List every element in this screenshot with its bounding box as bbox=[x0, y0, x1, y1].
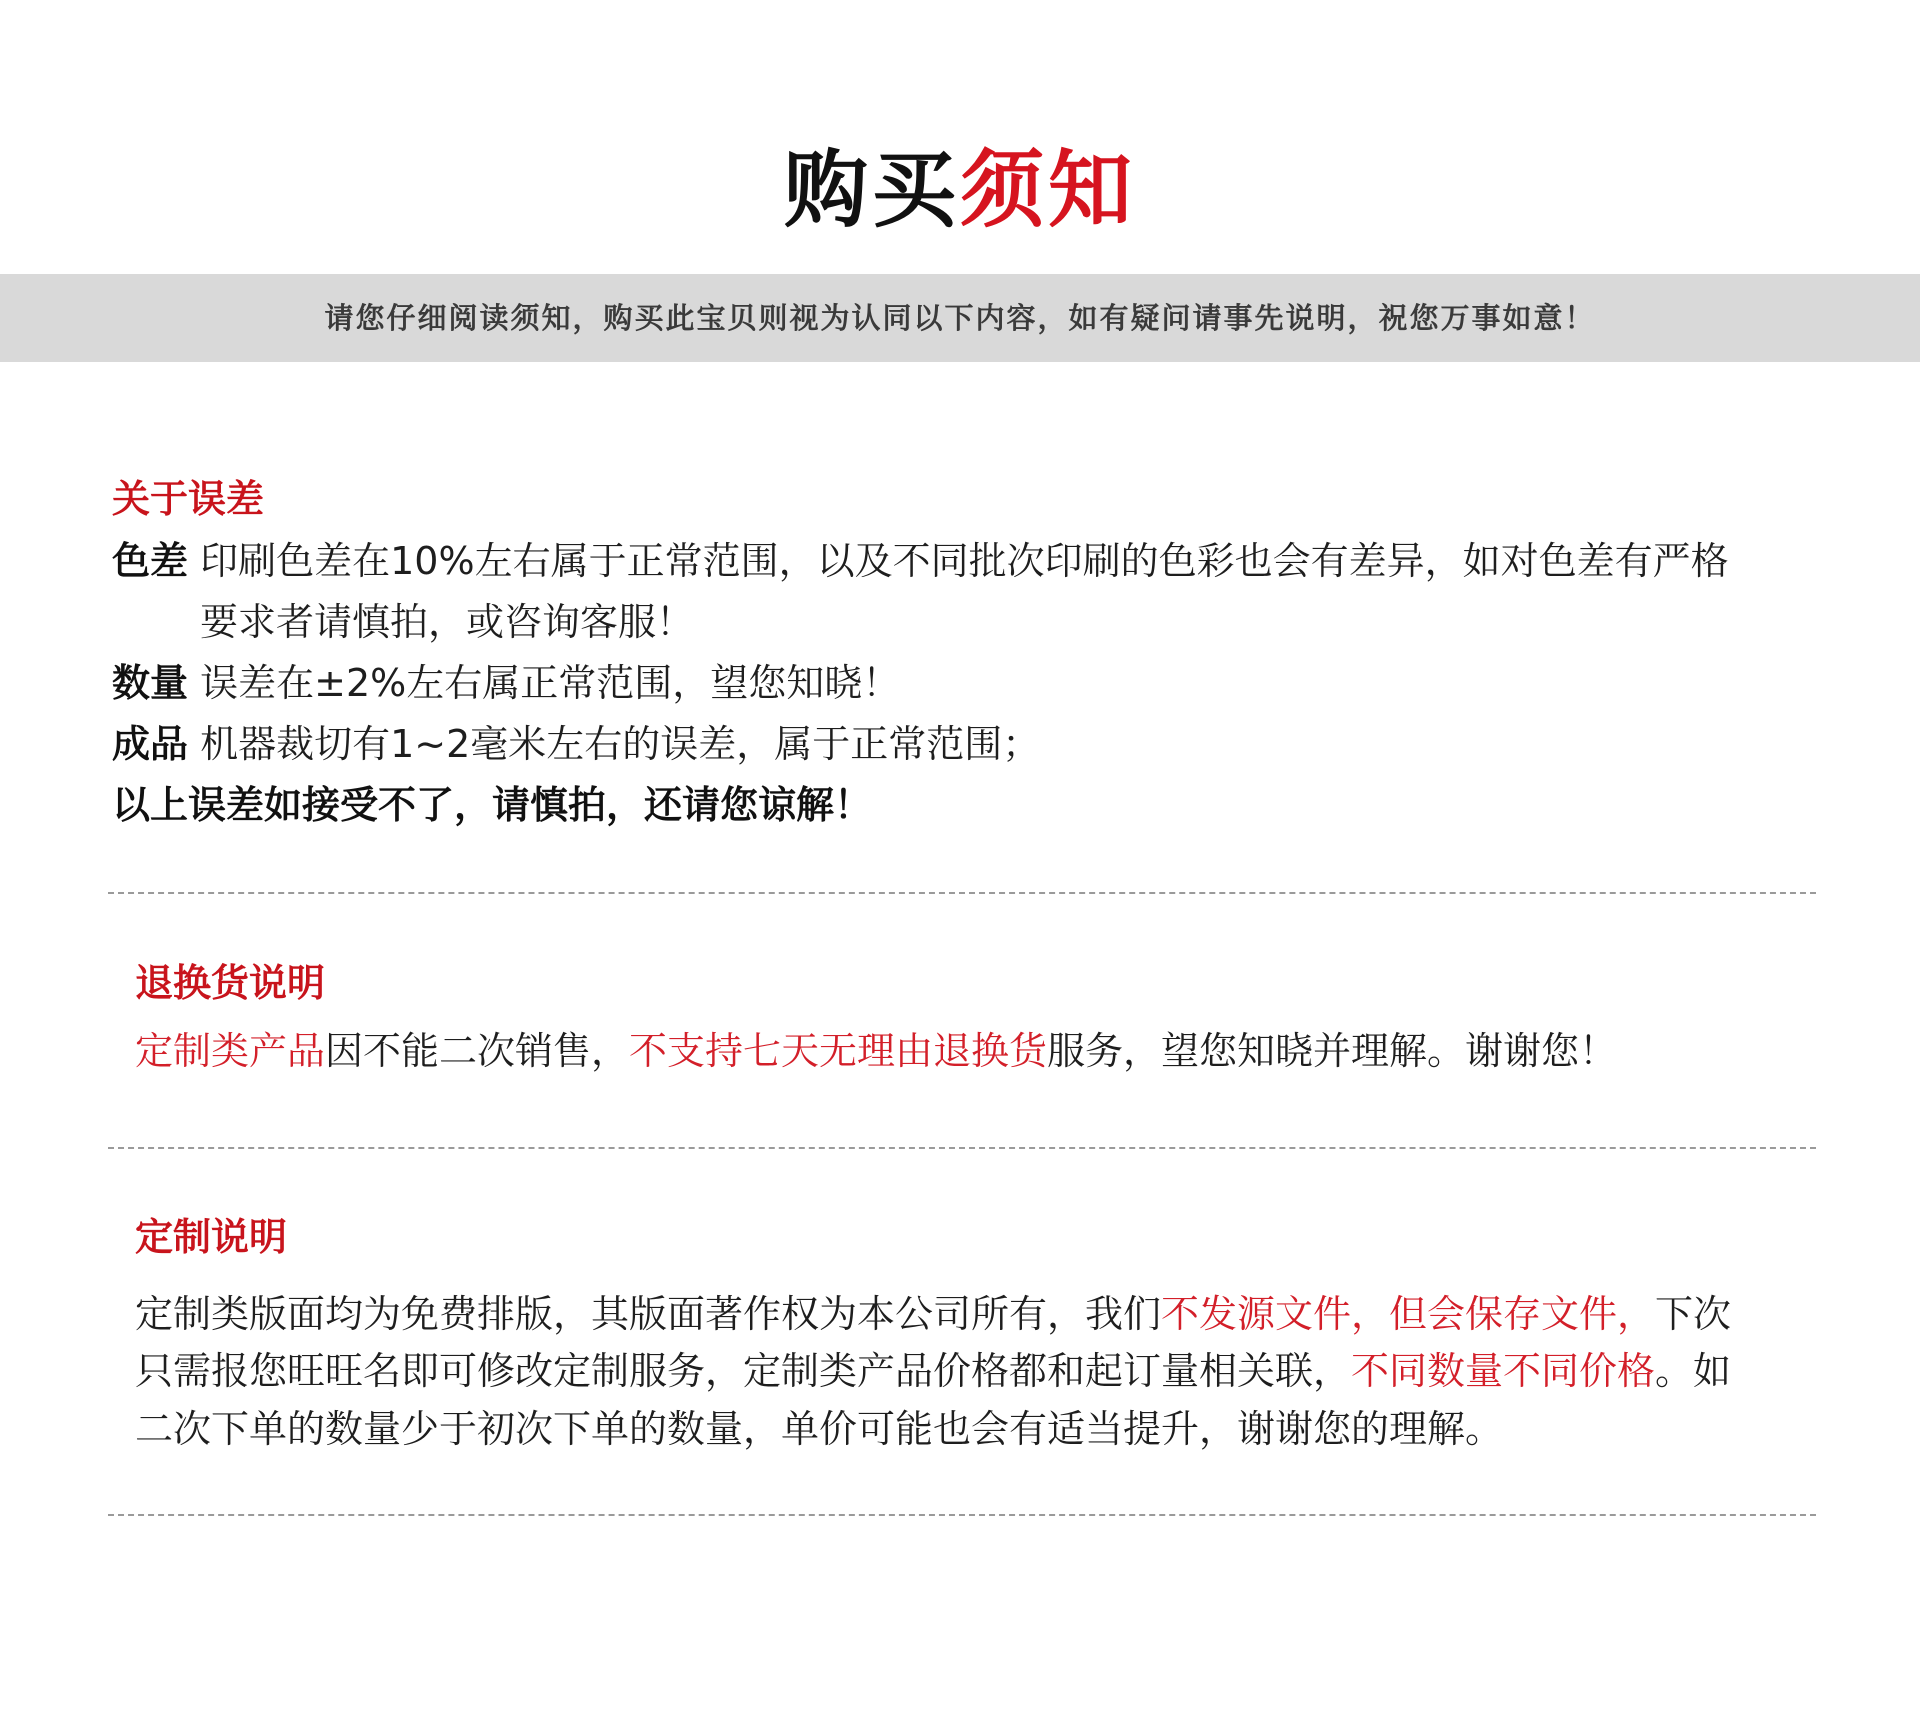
custom-section-heading: 定制说明 bbox=[135, 1215, 288, 1259]
color-diff-line-1 bbox=[112, 536, 1729, 586]
error-section-heading: 关于误差 bbox=[112, 477, 265, 521]
color-diff-text-1: 印刷色差在10%左右属于正常范围，以及不同批次印刷的色彩也会有差异，如对色差有严格 bbox=[200, 539, 1729, 583]
custom-l1-text-1: 定制类版面均为免费排版，其版面著作权为本公司所有，我们 bbox=[135, 1292, 1162, 1336]
title-part-notice: 须知 bbox=[960, 141, 1137, 239]
return-text-2: 服务，望您知晓并理解。谢谢您！ bbox=[1047, 1029, 1618, 1073]
custom-line-3: 二次下单的数量少于初次下单的数量，单价可能也会有适当提升，谢谢您的理解。 bbox=[135, 1407, 1504, 1451]
custom-l2-text-1: 只需报您旺旺名即可修改定制服务，定制类产品价格都和起订量相关联， bbox=[135, 1349, 1352, 1393]
title-part-buy: 购买 bbox=[783, 141, 960, 239]
quantity-line bbox=[112, 658, 900, 708]
custom-l1-text-2: 下次 bbox=[1655, 1292, 1732, 1336]
quantity-text: 误差在±2%左右属正常范围，望您知晓！ bbox=[200, 661, 901, 705]
return-text-1: 因不能二次销售， bbox=[325, 1029, 630, 1073]
divider-3 bbox=[108, 1514, 1816, 1516]
return-policy-line bbox=[135, 1026, 1617, 1076]
custom-l2-text-2: 。如 bbox=[1655, 1349, 1732, 1393]
quantity-label: 数量 bbox=[112, 661, 189, 705]
custom-l1-red: 不发源文件，但会保存文件， bbox=[1161, 1292, 1656, 1336]
divider-2 bbox=[108, 1147, 1816, 1149]
color-diff-label: 色差 bbox=[112, 539, 189, 583]
custom-line-1 bbox=[135, 1289, 1731, 1339]
page-title bbox=[0, 140, 1920, 240]
error-summary: 以上误差如接受不了，请慎拍，还请您谅解！ bbox=[112, 783, 873, 827]
product-line bbox=[112, 719, 1040, 769]
color-diff-line-2: 要求者请慎拍，或咨询客服！ bbox=[200, 600, 695, 644]
custom-line-2 bbox=[135, 1346, 1731, 1396]
product-text: 机器裁切有1~2毫米左右的误差，属于正常范围； bbox=[200, 722, 1041, 766]
return-section-heading: 退换货说明 bbox=[135, 961, 326, 1005]
custom-l2-red: 不同数量不同价格 bbox=[1351, 1349, 1656, 1393]
divider-1 bbox=[108, 892, 1816, 894]
product-label: 成品 bbox=[112, 722, 189, 766]
return-custom-products: 定制类产品 bbox=[135, 1029, 326, 1073]
notice-banner: 请您仔细阅读须知，购买此宝贝则视为认同以下内容，如有疑问请事先说明，祝您万事如意！ bbox=[0, 274, 1920, 362]
return-no-seven-day: 不支持七天无理由退换货 bbox=[629, 1029, 1048, 1073]
